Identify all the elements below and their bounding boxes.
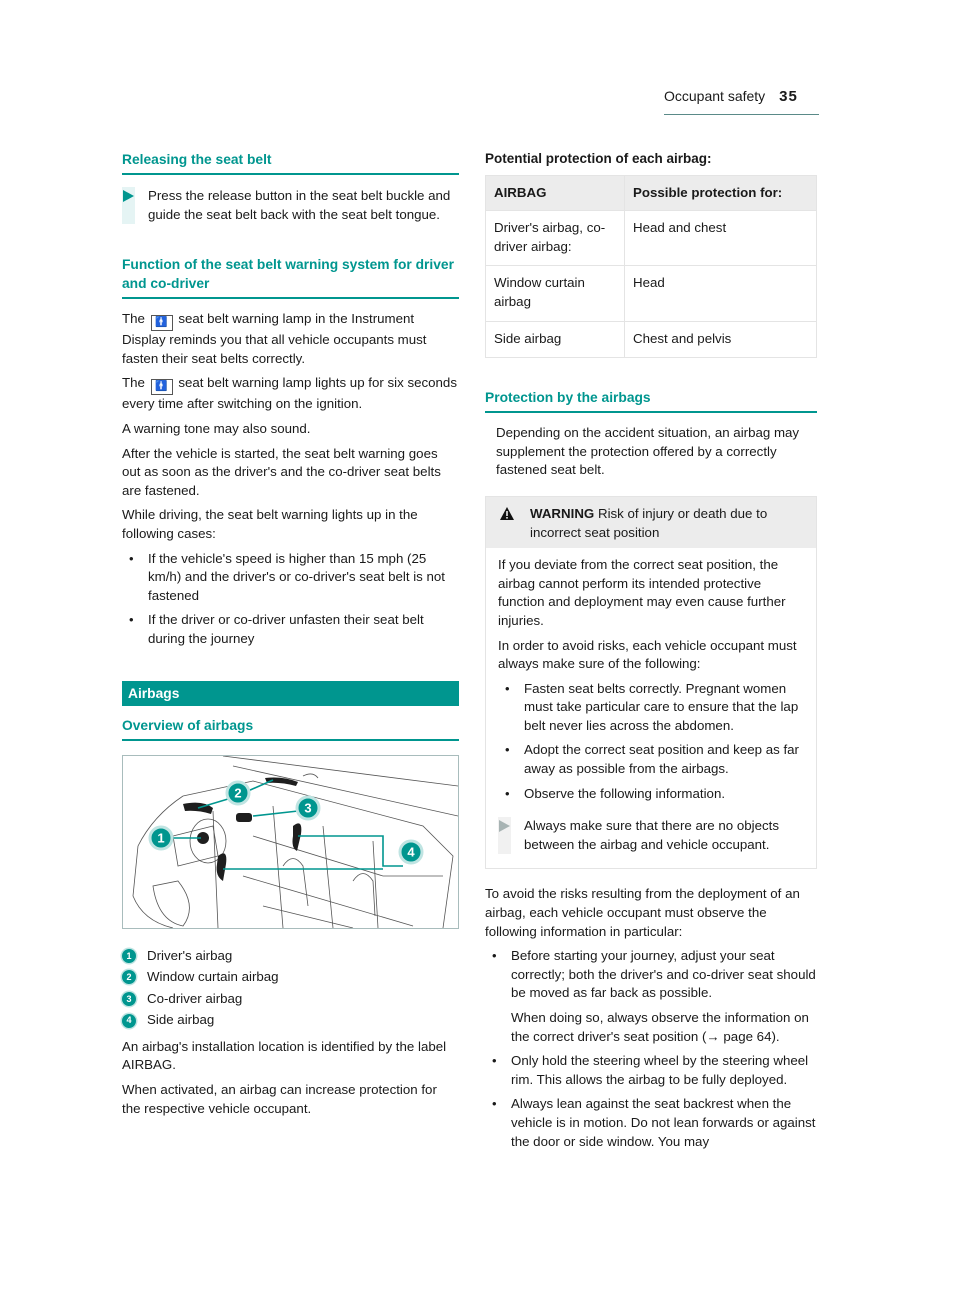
legend-item [122, 990, 459, 1009]
page-number: 35 [779, 88, 798, 105]
text: The [122, 375, 145, 391]
list-item: • Only hold the steering wheel by the steering wheel rim. This allows the airbag to be fully deployed. [485, 1052, 817, 1089]
callout-badge: 4 [122, 1014, 136, 1028]
overview-heading-wrap [122, 716, 459, 741]
heading-protection-by-airbags: Protection by the airbags [485, 388, 817, 413]
legend-item [122, 1011, 459, 1030]
table-cell: Head and chest [625, 211, 817, 266]
figure-legend [122, 947, 459, 1030]
callout-4 [400, 841, 422, 863]
paragraph: If you deviate from the correct seat position, the airbag cannot perform its intended protective function and deployment may even cause further injuries. [498, 557, 786, 628]
legend-label: Window curtain airbag [147, 969, 279, 985]
column-header: Possible protection for: [625, 175, 817, 211]
table-cell: Window curtain airbag [486, 266, 625, 321]
airbag-overview-figure [122, 755, 459, 929]
legend-label: Co-driver airbag [147, 990, 243, 1006]
table-title: Potential protection of each airbag: [485, 151, 712, 166]
bullet-list [122, 550, 459, 649]
step-text: Press the release button in the seat belt buckle and guide the seat belt back with the seat belt tongue. [148, 188, 451, 222]
list-item: • Adopt the correct seat position and keep as far away as possible from the airbags. [498, 741, 804, 778]
svg-text:2: 2 [234, 785, 242, 800]
paragraph: To avoid the risks resulting from the deployment of an airbag, each vehicle occupant must observe the following information in particular: [485, 886, 800, 939]
paragraph: When activated, an airbag can increase protection for the respective vehicle occupant. [122, 1082, 437, 1116]
callout-badge: 3 [122, 992, 136, 1006]
paragraph [122, 374, 459, 414]
text: seat belt warning lamp in the Instrument Display reminds you that all vehicle occupants must fasten their seat belts correctly. [122, 311, 427, 366]
callout-badge: 2 [122, 970, 136, 984]
table-row [486, 266, 817, 321]
step-arrow-icon [123, 190, 134, 202]
heading-overview-of-airbags: Overview of airbags [122, 716, 459, 741]
table-row [486, 211, 817, 266]
callout-1 [150, 827, 172, 849]
protection-heading-wrap [485, 388, 817, 413]
section-title: Occupant safety [664, 88, 766, 104]
list-item-subtext: When doing so, always observe the information on the correct driver's seat position (→ page 64). [511, 1010, 809, 1044]
warning-triangle-icon [500, 507, 514, 520]
instruction-step [122, 187, 459, 224]
paragraph: An airbag's installation location is identified by the label AIRBAG. [122, 1038, 447, 1073]
seat-belt-warning-lamp-icon: 🚹 [151, 379, 173, 395]
instruction-step [498, 817, 804, 854]
callout-3 [297, 797, 319, 819]
bullet-list [485, 947, 817, 1151]
list-item: • Observe the following information. [498, 785, 804, 804]
list-item: • If the driver or co-driver unfasten their seat belt during the journey [122, 611, 459, 648]
svg-text:1: 1 [157, 830, 165, 845]
releasing-heading-wrap [122, 150, 459, 175]
svg-text:3: 3 [304, 800, 312, 815]
callout-lines [168, 780, 403, 869]
section-band-airbags: Airbags [122, 681, 459, 706]
side-airbag-rear [293, 823, 302, 851]
warning-box [485, 496, 817, 870]
step-text: Always make sure that there are no objects between the airbag and vehicle occupant. [524, 818, 779, 852]
step-arrow-icon [499, 820, 510, 832]
heading-releasing-seat-belt: Releasing the seat belt [122, 150, 459, 175]
airbag-protection-table [485, 175, 817, 359]
side-airbag-front [217, 853, 227, 881]
list-item: • Always lean against the seat backrest when the vehicle is in motion. Do not lean forwards or against the door or side window. You may [485, 1095, 817, 1151]
warning-system-heading-wrap [122, 255, 459, 299]
paragraph [122, 310, 459, 368]
table-cell: Side airbag [486, 321, 625, 358]
list-item [485, 947, 817, 1046]
paragraph: Depending on the accident situation, an airbag may supplement the protection offered by a correctly fastened seat belt. [496, 425, 800, 478]
svg-text:4: 4 [407, 844, 415, 859]
legend-item [122, 947, 459, 966]
warning-label: WARNING [530, 505, 595, 521]
text: The [122, 311, 145, 327]
callout-badge: 1 [122, 949, 136, 963]
callout-2 [227, 782, 249, 804]
table-cell: Driver's airbag, co-driver airbag: [486, 211, 625, 266]
legend-label: Side airbag [147, 1012, 215, 1028]
left-column [122, 150, 459, 1124]
paragraph: In order to avoid risks, each vehicle occupant must always make sure of the following: [498, 637, 797, 672]
paragraph: After the vehicle is started, the seat belt warning goes out as soon as the driver's and the co-driver seat belts are fastened. [122, 445, 441, 498]
column-header: AIRBAG [486, 175, 625, 211]
seat-belt-warning-lamp-icon: 🚹 [151, 315, 173, 331]
legend-label: Driver's airbag [147, 947, 233, 963]
bullet-list [498, 680, 804, 804]
text: seat belt warning lamp lights up for six seconds every time after switching on the ignition. [122, 375, 457, 412]
table-cell: Head [625, 266, 817, 321]
running-header [664, 88, 819, 115]
table-cell: Chest and pelvis [625, 321, 817, 358]
paragraph: A warning tone may also sound. [122, 420, 311, 436]
warning-header [486, 497, 816, 548]
table-row [486, 321, 817, 358]
list-item: • If the vehicle's speed is higher than 15 mph (25 km/h) and the driver's or co-driver's seat belt is not fastened [122, 550, 459, 606]
warning-headline: Risk of injury or death due to incorrect seat position [530, 505, 768, 540]
list-item: • Fasten seat belts correctly. Pregnant women must take particular care to ensure that the lap belt never lies across the abdomen. [498, 680, 804, 736]
paragraph: While driving, the seat belt warning lights up in the following cases: [122, 507, 418, 541]
heading-seat-belt-warning-system: Function of the seat belt warning system for driver and co-driver [122, 255, 459, 299]
right-column [485, 150, 817, 1157]
vehicle-cutaway-illustration [123, 756, 458, 928]
co-driver-airbag-shape [236, 813, 252, 822]
warning-body [486, 548, 816, 868]
list-item-text: • Before starting your journey, adjust your seat correctly; both the driver's and co-driver seat should be moved as far back as possible. [511, 948, 816, 1001]
table-header-row [486, 175, 817, 211]
legend-item [122, 968, 459, 987]
